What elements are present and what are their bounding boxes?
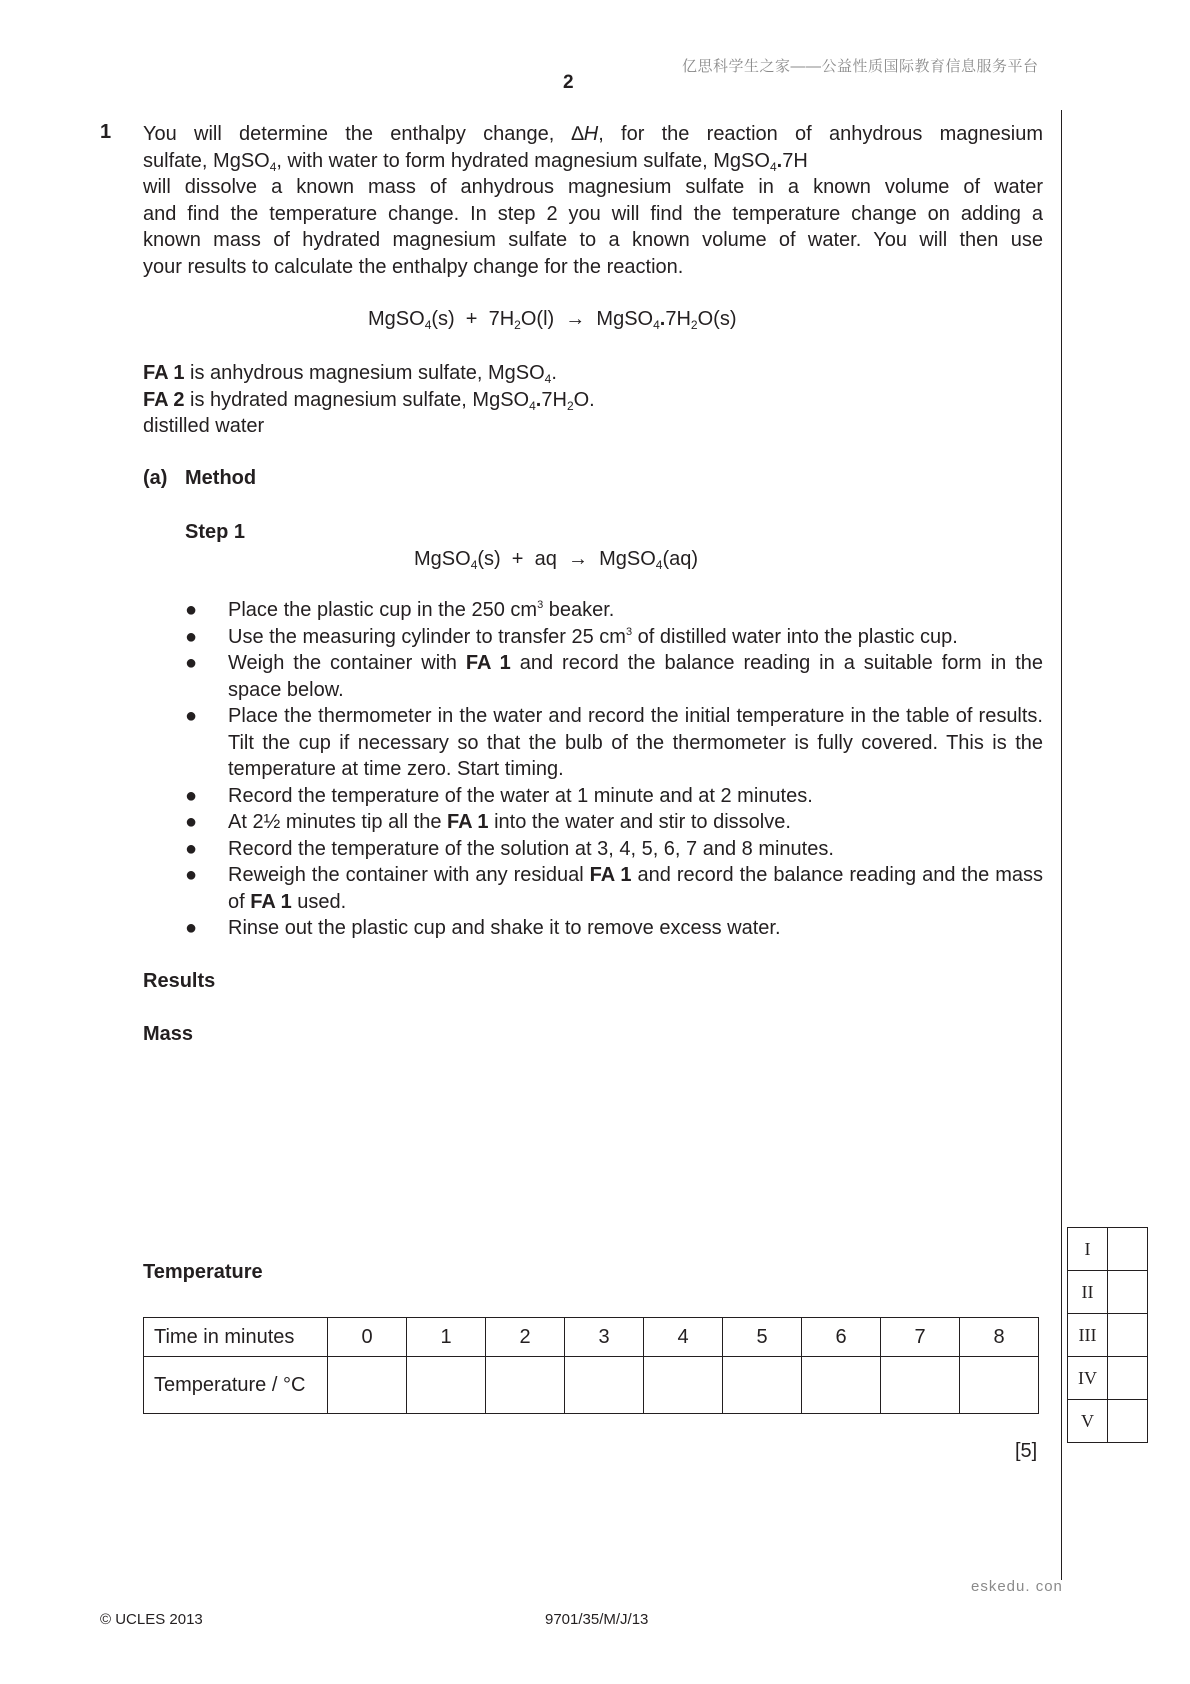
mark-box-row: [1068, 1271, 1148, 1314]
mark-box-row: [1068, 1228, 1148, 1271]
method-step: ● Place the thermometer in the water and record the initial temperature in the table of results. Tilt the cup if necessary so that the bulb of the thermometer is fully covered. This is the temperature at time zero. Start timing.: [185, 705, 1043, 780]
time-cell: 1: [407, 1318, 486, 1357]
intro-line-6: your results to calculate the enthalpy change for the reaction.: [143, 255, 684, 278]
material-fa1: FA 1 is anhydrous magnesium sulfate, MgSO$_4$.: [143, 362, 557, 386]
mark-box-label: V: [1068, 1400, 1108, 1443]
copyright-notice: © UCLES 2013: [100, 1611, 203, 1628]
question-intro: [143, 121, 1043, 280]
mark-box-label: II: [1068, 1271, 1108, 1314]
temperature-heading: Temperature: [143, 1261, 263, 1283]
time-cell: 7: [881, 1318, 960, 1357]
bullet-icon: ●: [185, 811, 198, 833]
time-cell: 2: [486, 1318, 565, 1357]
mark-box[interactable]: [1108, 1228, 1148, 1271]
time-cell: 6: [802, 1318, 881, 1357]
time-cell: 8: [960, 1318, 1039, 1357]
bullet-icon: ●: [185, 625, 198, 648]
results-heading: Results: [143, 970, 216, 992]
temperature-entry-cell[interactable]: [486, 1357, 565, 1414]
time-cell: 0: [328, 1318, 407, 1357]
bullet-icon: ●: [185, 705, 198, 727]
intro-line-3: will dissolve a known mass of anhydrous magnesium sulfate in a known volume of water: [143, 176, 1043, 198]
method-heading: Method: [185, 467, 257, 489]
temperature-row-header: Temperature / °C: [144, 1357, 328, 1414]
temperature-entry-cell[interactable]: [644, 1357, 723, 1414]
temperature-entry-cell[interactable]: [328, 1357, 407, 1414]
material-fa2: FA 2 is hydrated magnesium sulfate, $MgSO_4.7H_2O$.: [143, 388, 595, 413]
temperature-table: [143, 1317, 1039, 1414]
page-number: 2: [563, 72, 574, 93]
method-step: ● Record the temperature of the water at 1 minute and at 2 minutes.: [185, 783, 1043, 810]
temperature-entry-cell[interactable]: [881, 1357, 960, 1414]
method-step: ● Use the measuring cylinder to transfer 25 $cm^3$ of distilled water into the plastic cup.: [185, 624, 1043, 651]
temperature-entry-cell[interactable]: [565, 1357, 644, 1414]
temperature-row: [144, 1357, 1039, 1414]
temperature-entry-cell[interactable]: [407, 1357, 486, 1414]
bullet-icon: ●: [185, 652, 198, 674]
method-step: ● Record the temperature of the solution at 3, 4, 5, 6, 7 and 8 minutes.: [185, 836, 1043, 863]
mark-box-row: [1068, 1357, 1148, 1400]
temperature-entry-cell[interactable]: [802, 1357, 881, 1414]
method-step: ● Weigh the container with FA 1 and record the balance reading in a suitable form in the space below.: [185, 652, 1043, 701]
time-row: [144, 1318, 1039, 1357]
intro-line-5: known mass of hydrated magnesium sulfate to a known volume of water. You will then use: [143, 229, 1043, 251]
bullet-icon: ●: [185, 864, 198, 886]
mark-box[interactable]: [1108, 1400, 1148, 1443]
mark-box[interactable]: [1108, 1271, 1148, 1314]
mark-box-row: [1068, 1314, 1148, 1357]
bullet-icon: ●: [185, 837, 198, 860]
watermark-footer: eskedu. con: [971, 1578, 1063, 1595]
materials-list: [143, 360, 595, 440]
method-step: ● At 2½ minutes tip all the FA 1 into the water and stir to dissolve.: [185, 809, 1043, 836]
examiner-mark-boxes: [1067, 1227, 1148, 1443]
mark-box-label: IV: [1068, 1357, 1108, 1400]
margin-rule: [1061, 110, 1062, 1580]
time-cell: 4: [644, 1318, 723, 1357]
marks-total: [5]: [1015, 1440, 1038, 1462]
watermark-header: 亿思科学生之家——公益性质国际教育信息服务平台: [682, 58, 1039, 75]
mass-heading: Mass: [143, 1023, 194, 1045]
mark-box[interactable]: [1108, 1357, 1148, 1400]
method-steps: [185, 597, 1043, 942]
time-cell: 5: [723, 1318, 802, 1357]
question-number: 1: [100, 121, 112, 143]
material-water: distilled water: [143, 415, 265, 437]
bullet-icon: ●: [185, 917, 198, 939]
intro-line-1: You will determine the enthalpy change, ∆H, for the reaction of anhydrous magnesium: [143, 123, 1044, 145]
paper-code: 9701/35/M/J/13: [545, 1611, 649, 1628]
temperature-entry-cell[interactable]: [960, 1357, 1039, 1414]
step-1-equation: MgSO$_4$(s) + aq → MgSO$_4$(aq): [414, 548, 699, 572]
mark-box-row: [1068, 1400, 1148, 1443]
time-row-header: Time in minutes: [144, 1318, 328, 1357]
time-cell: 3: [565, 1318, 644, 1357]
intro-line-2: sulfate, MgSO$_4$, with water to form hydrated magnesium sulfate, MgSO$_4$.7H: [143, 149, 808, 174]
bullet-icon: ●: [185, 784, 198, 807]
intro-line-4: and find the temperature change. In step 2 you will find the temperature change on adding a: [143, 202, 1043, 225]
method-step: ● Rinse out the plastic cup and shake it to remove excess water.: [185, 915, 1043, 942]
step-1-heading: Step 1: [185, 521, 246, 543]
bullet-icon: ●: [185, 599, 198, 621]
reaction-equation: MgSO$_4$(s) + $7H_2O(l)$ → $MgSO_4.7H_2O(s)$: [368, 308, 737, 332]
method-step: ● Reweigh the container with any residual FA 1 and record the balance reading and the mass of FA 1 used.: [185, 864, 1044, 913]
temperature-entry-cell[interactable]: [723, 1357, 802, 1414]
part-label: (a): [143, 467, 168, 489]
mark-box-label: I: [1068, 1228, 1108, 1271]
method-step: ● Place the plastic cup in the 250 $cm^3$ beaker.: [185, 597, 1043, 624]
mark-box[interactable]: [1108, 1314, 1148, 1357]
mark-box-label: III: [1068, 1314, 1108, 1357]
